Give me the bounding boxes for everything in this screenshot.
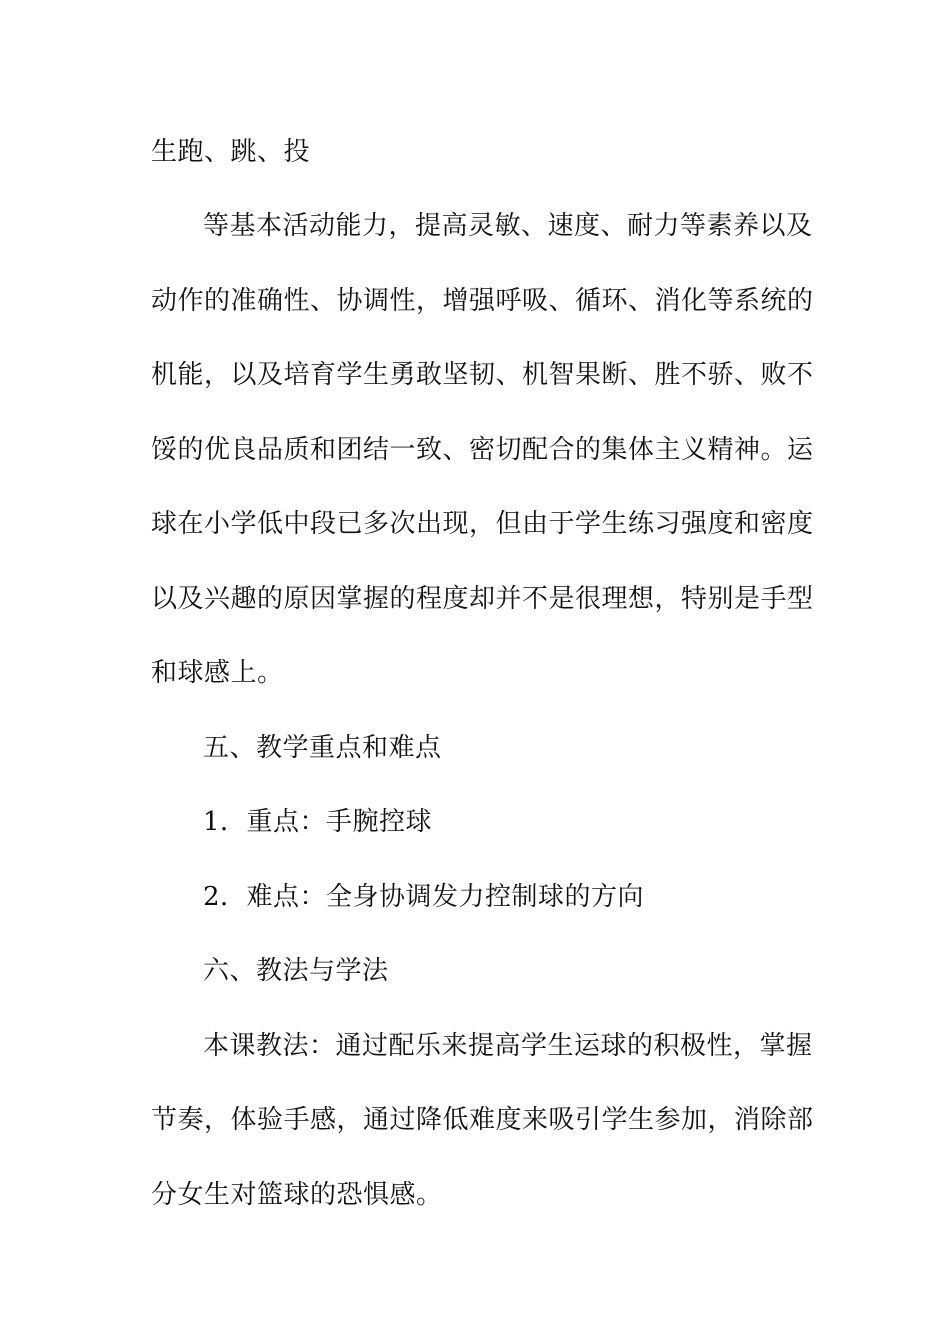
paragraph-start-line: 等基本活动能力，提高灵敏、速度、耐力等素养以及 [203,211,813,241]
text-line: 分女生对篮球的恐惧感。 [151,1180,443,1210]
list-item: 1．重点：手腕控球 [203,807,433,837]
text-line: 节奏，体验手感，通过降低难度来吸引学生参加，消除部 [151,1105,814,1135]
list-item: 2．难点：全身协调发力控制球的方向 [203,882,645,912]
text-line: 以及兴趣的原因掌握的程度却并不是很理想，特别是手型 [151,584,814,614]
paragraph-start-line: 本课教法：通过配乐来提高学生运球的积极性，掌握 [203,1031,813,1061]
text-line: 动作的准确性、协调性，增强呼吸、循环、消化等系统的 [151,286,814,316]
text-line: 生跑、跳、投 [151,137,311,167]
text-line: 球在小学低中段已多次出现，但由于学生练习强度和密度 [151,509,814,539]
section-heading: 五、教学重点和难点 [203,733,442,763]
section-heading: 六、教法与学法 [203,956,389,986]
text-line: 馁的优良品质和团结一致、密切配合的集体主义精神。运 [151,435,814,465]
text-line: 和球感上。 [151,658,284,688]
text-line: 机能，以及培育学生勇敢坚韧、机智果断、胜不骄、败不 [151,360,814,390]
